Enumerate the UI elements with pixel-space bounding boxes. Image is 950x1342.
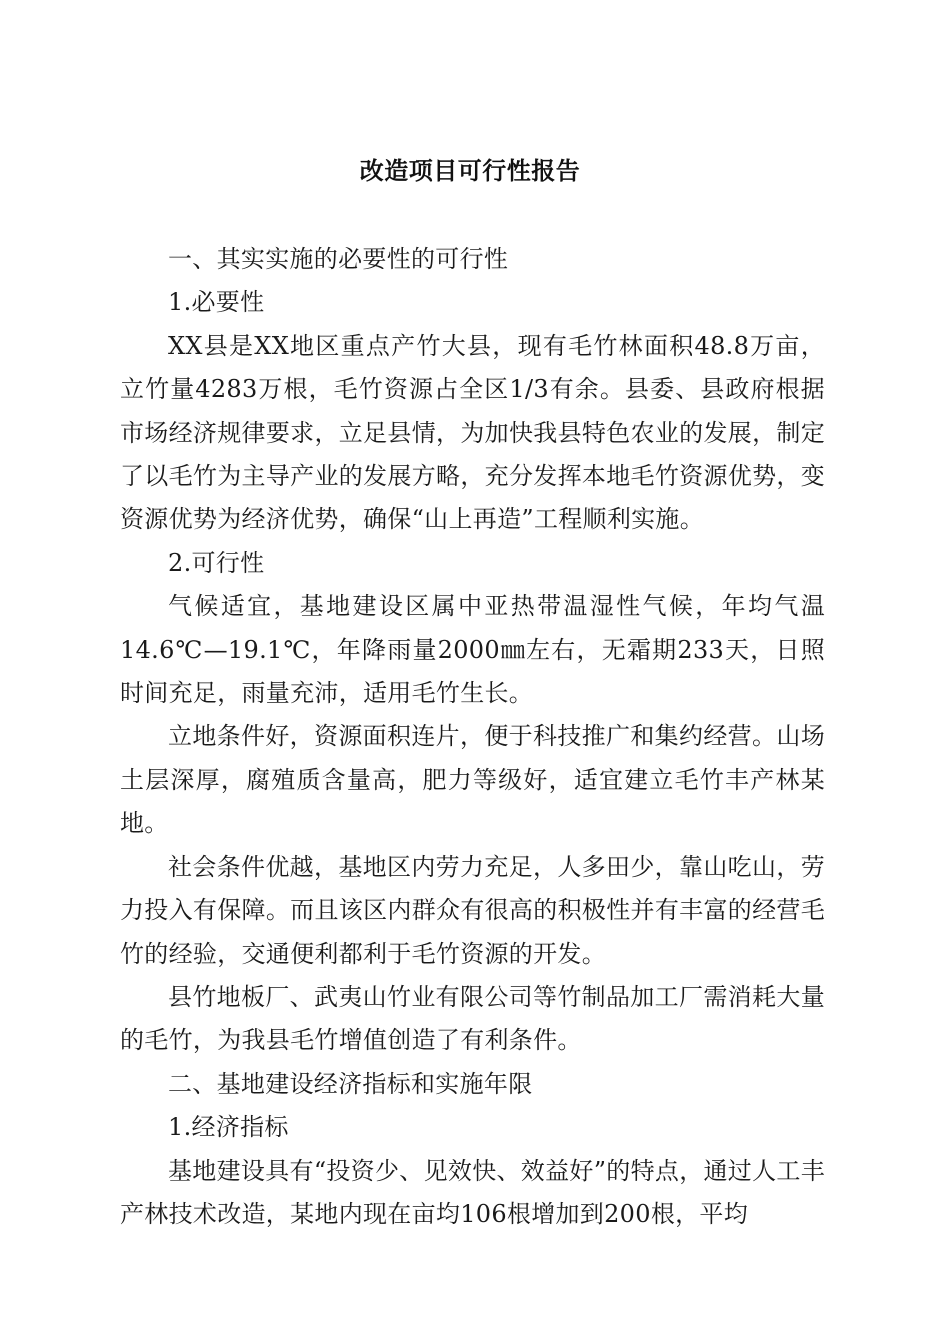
paragraph-economic-indicators: 基地建设具有“投资少、见效快、效益好”的特点，通过人工丰产林技术改造，某地内现在亩均106根增加到200根，平均	[120, 1156, 825, 1228]
document-title: 改造项目可行性报告	[359, 156, 581, 185]
paragraph-site-conditions: 立地条件好，资源面积连片，便于科技推广和集约经营。山场土层深厚，腐殖质含量高，肥力等级好，适宜建立毛竹丰产林某地。	[120, 722, 825, 838]
section-heading-2: 二、基地建设经济指标和实施年限	[168, 1069, 533, 1098]
document-body	[120, 238, 825, 1236]
subheading-feasibility: 2.可行性	[168, 548, 265, 577]
paragraph-necessity: XX县是XX地区重点产竹大县，现有毛竹林面积48.8万亩，立竹量4283万根，毛竹资源占全区1/3有余。县委、县政府根据市场经济规律要求，立足县情，为加快我县特色农业的发展，制定了以毛竹为主导产业的发展方略，充分发挥本地毛竹资源优势，变资源优势为经济优势，确保“山上再造”工程顺利实施。	[120, 331, 825, 534]
subheading-economic-indicators: 1.经济指标	[168, 1113, 289, 1142]
paragraph-social-conditions: 社会条件优越，基地区内劳力充足，人多田少，靠山吃山，劳力投入有保障。而且该区内群众有很高的积极性并有丰富的经营毛竹的经验，交通便利都利于毛竹资源的开发。	[120, 852, 825, 968]
section-heading-1: 一、其实实施的必要性的可行性	[168, 245, 509, 273]
subheading-necessity: 1.必要性	[168, 288, 265, 317]
paragraph-climate: 气候适宜，基地建设区属中亚热带温湿性气候，年均气温14.6℃—19.1℃，年降雨量2000㎜左右，无霜期233天，日照时间充足，雨量充沛，适用毛竹生长。	[120, 592, 825, 708]
paragraph-processing-plants: 县竹地板厂、武夷山竹业有限公司等竹制品加工厂需消耗大量的毛竹，为我县毛竹增值创造了有利条件。	[120, 982, 825, 1055]
